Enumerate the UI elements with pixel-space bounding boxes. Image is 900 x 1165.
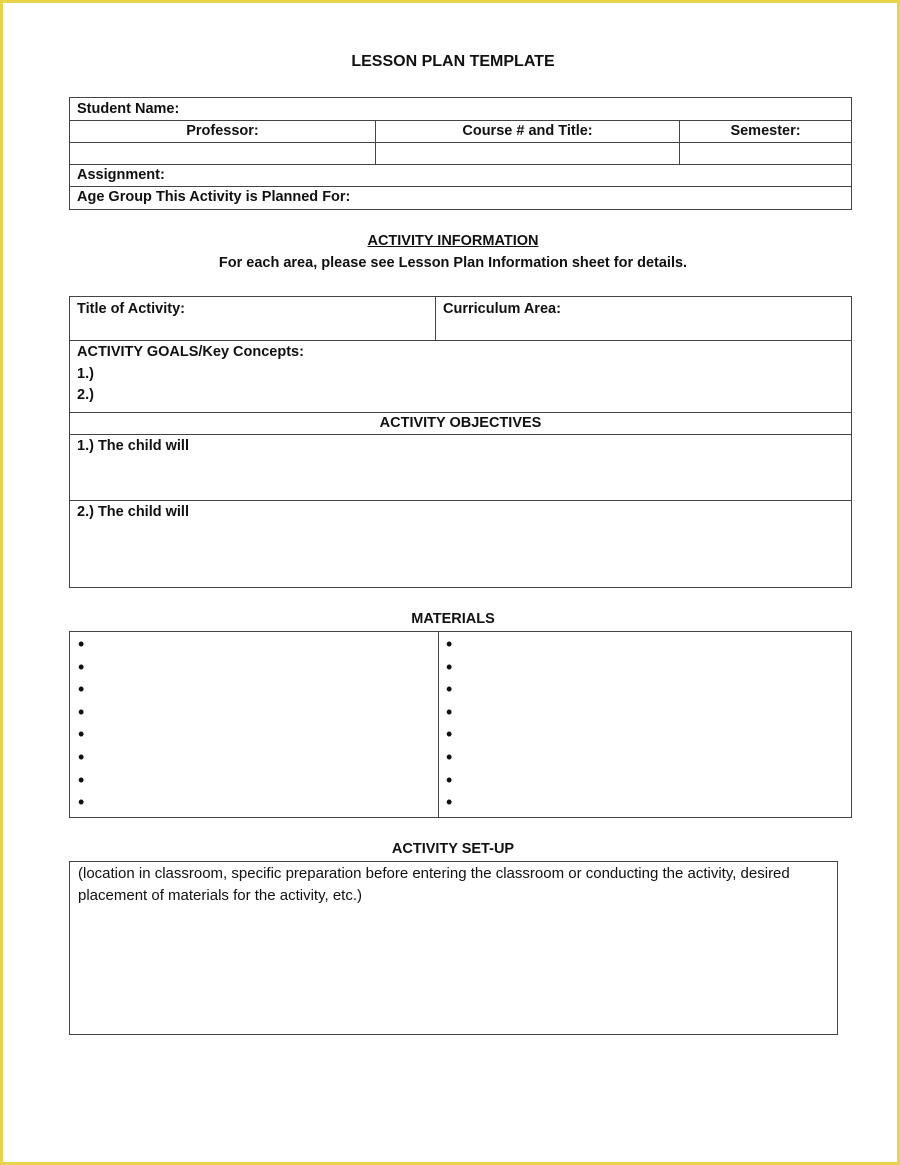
- bullet-icon: •: [78, 634, 85, 654]
- activity-setup-instructions: (location in classroom, specific preparation before entering the classroom or conducting the activity, desired placement of materials for the activity, etc.): [78, 865, 790, 904]
- materials-left-item[interactable]: [70, 769, 430, 792]
- objective-2-label: 2.) The child will: [77, 504, 189, 520]
- materials-right-item[interactable]: [438, 656, 838, 679]
- bullet-icon: •: [446, 634, 453, 654]
- goal-item-2: 2.): [77, 387, 94, 403]
- activity-goals-label: ACTIVITY GOALS/Key Concepts:: [77, 344, 304, 360]
- bullet-icon: •: [446, 679, 453, 700]
- materials-left-item[interactable]: [70, 633, 430, 656]
- materials-box: [69, 631, 852, 818]
- materials-right-item[interactable]: [438, 633, 838, 656]
- bullet-icon: •: [78, 679, 85, 700]
- professor-header-cell: [70, 121, 376, 143]
- materials-right-item[interactable]: [438, 769, 838, 792]
- bullet-icon: •: [78, 701, 85, 722]
- objective-2-field[interactable]: [70, 501, 852, 588]
- age-group-label: Age Group This Activity is Planned For:: [77, 189, 351, 205]
- bullet-icon: •: [78, 656, 85, 677]
- professor-input-cell[interactable]: [70, 143, 376, 165]
- materials-right-item[interactable]: [438, 791, 838, 814]
- materials-right-item[interactable]: [438, 746, 838, 769]
- document-title: LESSON PLAN TEMPLATE: [351, 53, 555, 70]
- bullet-icon: •: [446, 656, 453, 677]
- materials-left-item[interactable]: [70, 723, 430, 746]
- materials-left-item[interactable]: [70, 746, 430, 769]
- materials-left-item[interactable]: [70, 656, 430, 679]
- materials-right-item[interactable]: [438, 701, 838, 724]
- materials-right-item[interactable]: [438, 678, 838, 701]
- objective-1-field[interactable]: [70, 435, 852, 501]
- bullet-icon: •: [78, 792, 85, 813]
- semester-header-cell: [680, 121, 852, 143]
- professor-label: Professor:: [186, 123, 259, 139]
- title-of-activity-label: Title of Activity:: [77, 301, 185, 317]
- curriculum-area-label: Curriculum Area:: [443, 301, 561, 317]
- title-of-activity-field[interactable]: [70, 297, 436, 341]
- header-info-table: [69, 97, 852, 210]
- bullet-icon: •: [446, 792, 453, 813]
- activity-objectives-heading: ACTIVITY OBJECTIVES: [379, 415, 542, 431]
- objective-1-label: 1.) The child will: [77, 438, 189, 454]
- age-group-field[interactable]: [70, 187, 852, 210]
- semester-label: Semester:: [730, 123, 801, 139]
- materials-left-item[interactable]: [70, 791, 430, 814]
- bullet-icon: •: [446, 746, 453, 767]
- student-name-field[interactable]: [70, 98, 852, 121]
- bullet-icon: •: [446, 769, 453, 790]
- goal-item-1: 1.): [77, 365, 94, 382]
- assignment-label: Assignment:: [77, 167, 165, 183]
- activity-information-subheading: For each area, please see Lesson Plan Information sheet for details.: [218, 255, 688, 271]
- bullet-icon: •: [78, 746, 85, 767]
- activity-setup-heading: ACTIVITY SET-UP: [391, 841, 515, 857]
- activity-goals-field[interactable]: [70, 341, 852, 413]
- course-input-cell[interactable]: [376, 143, 680, 165]
- bullet-icon: •: [78, 769, 85, 790]
- bullet-icon: •: [446, 701, 453, 722]
- bullet-icon: •: [446, 724, 453, 745]
- activity-information-heading: ACTIVITY INFORMATION: [367, 233, 539, 249]
- materials-left-list: [70, 633, 430, 814]
- bullet-icon: •: [78, 724, 85, 745]
- materials-right-list: [438, 633, 838, 814]
- semester-input-cell[interactable]: [680, 143, 852, 165]
- course-header-cell: [376, 121, 680, 143]
- assignment-field[interactable]: [70, 165, 852, 187]
- materials-left-item[interactable]: [70, 701, 430, 724]
- materials-right-item[interactable]: [438, 723, 838, 746]
- activity-objectives-header: [70, 413, 852, 435]
- student-name-label: Student Name:: [77, 101, 180, 117]
- course-label: Course # and Title:: [462, 123, 593, 139]
- materials-left-item[interactable]: [70, 678, 430, 701]
- materials-heading: MATERIALS: [411, 611, 495, 627]
- curriculum-area-field[interactable]: [436, 297, 852, 341]
- activity-setup-box[interactable]: [69, 861, 838, 1035]
- activity-table: [69, 296, 852, 588]
